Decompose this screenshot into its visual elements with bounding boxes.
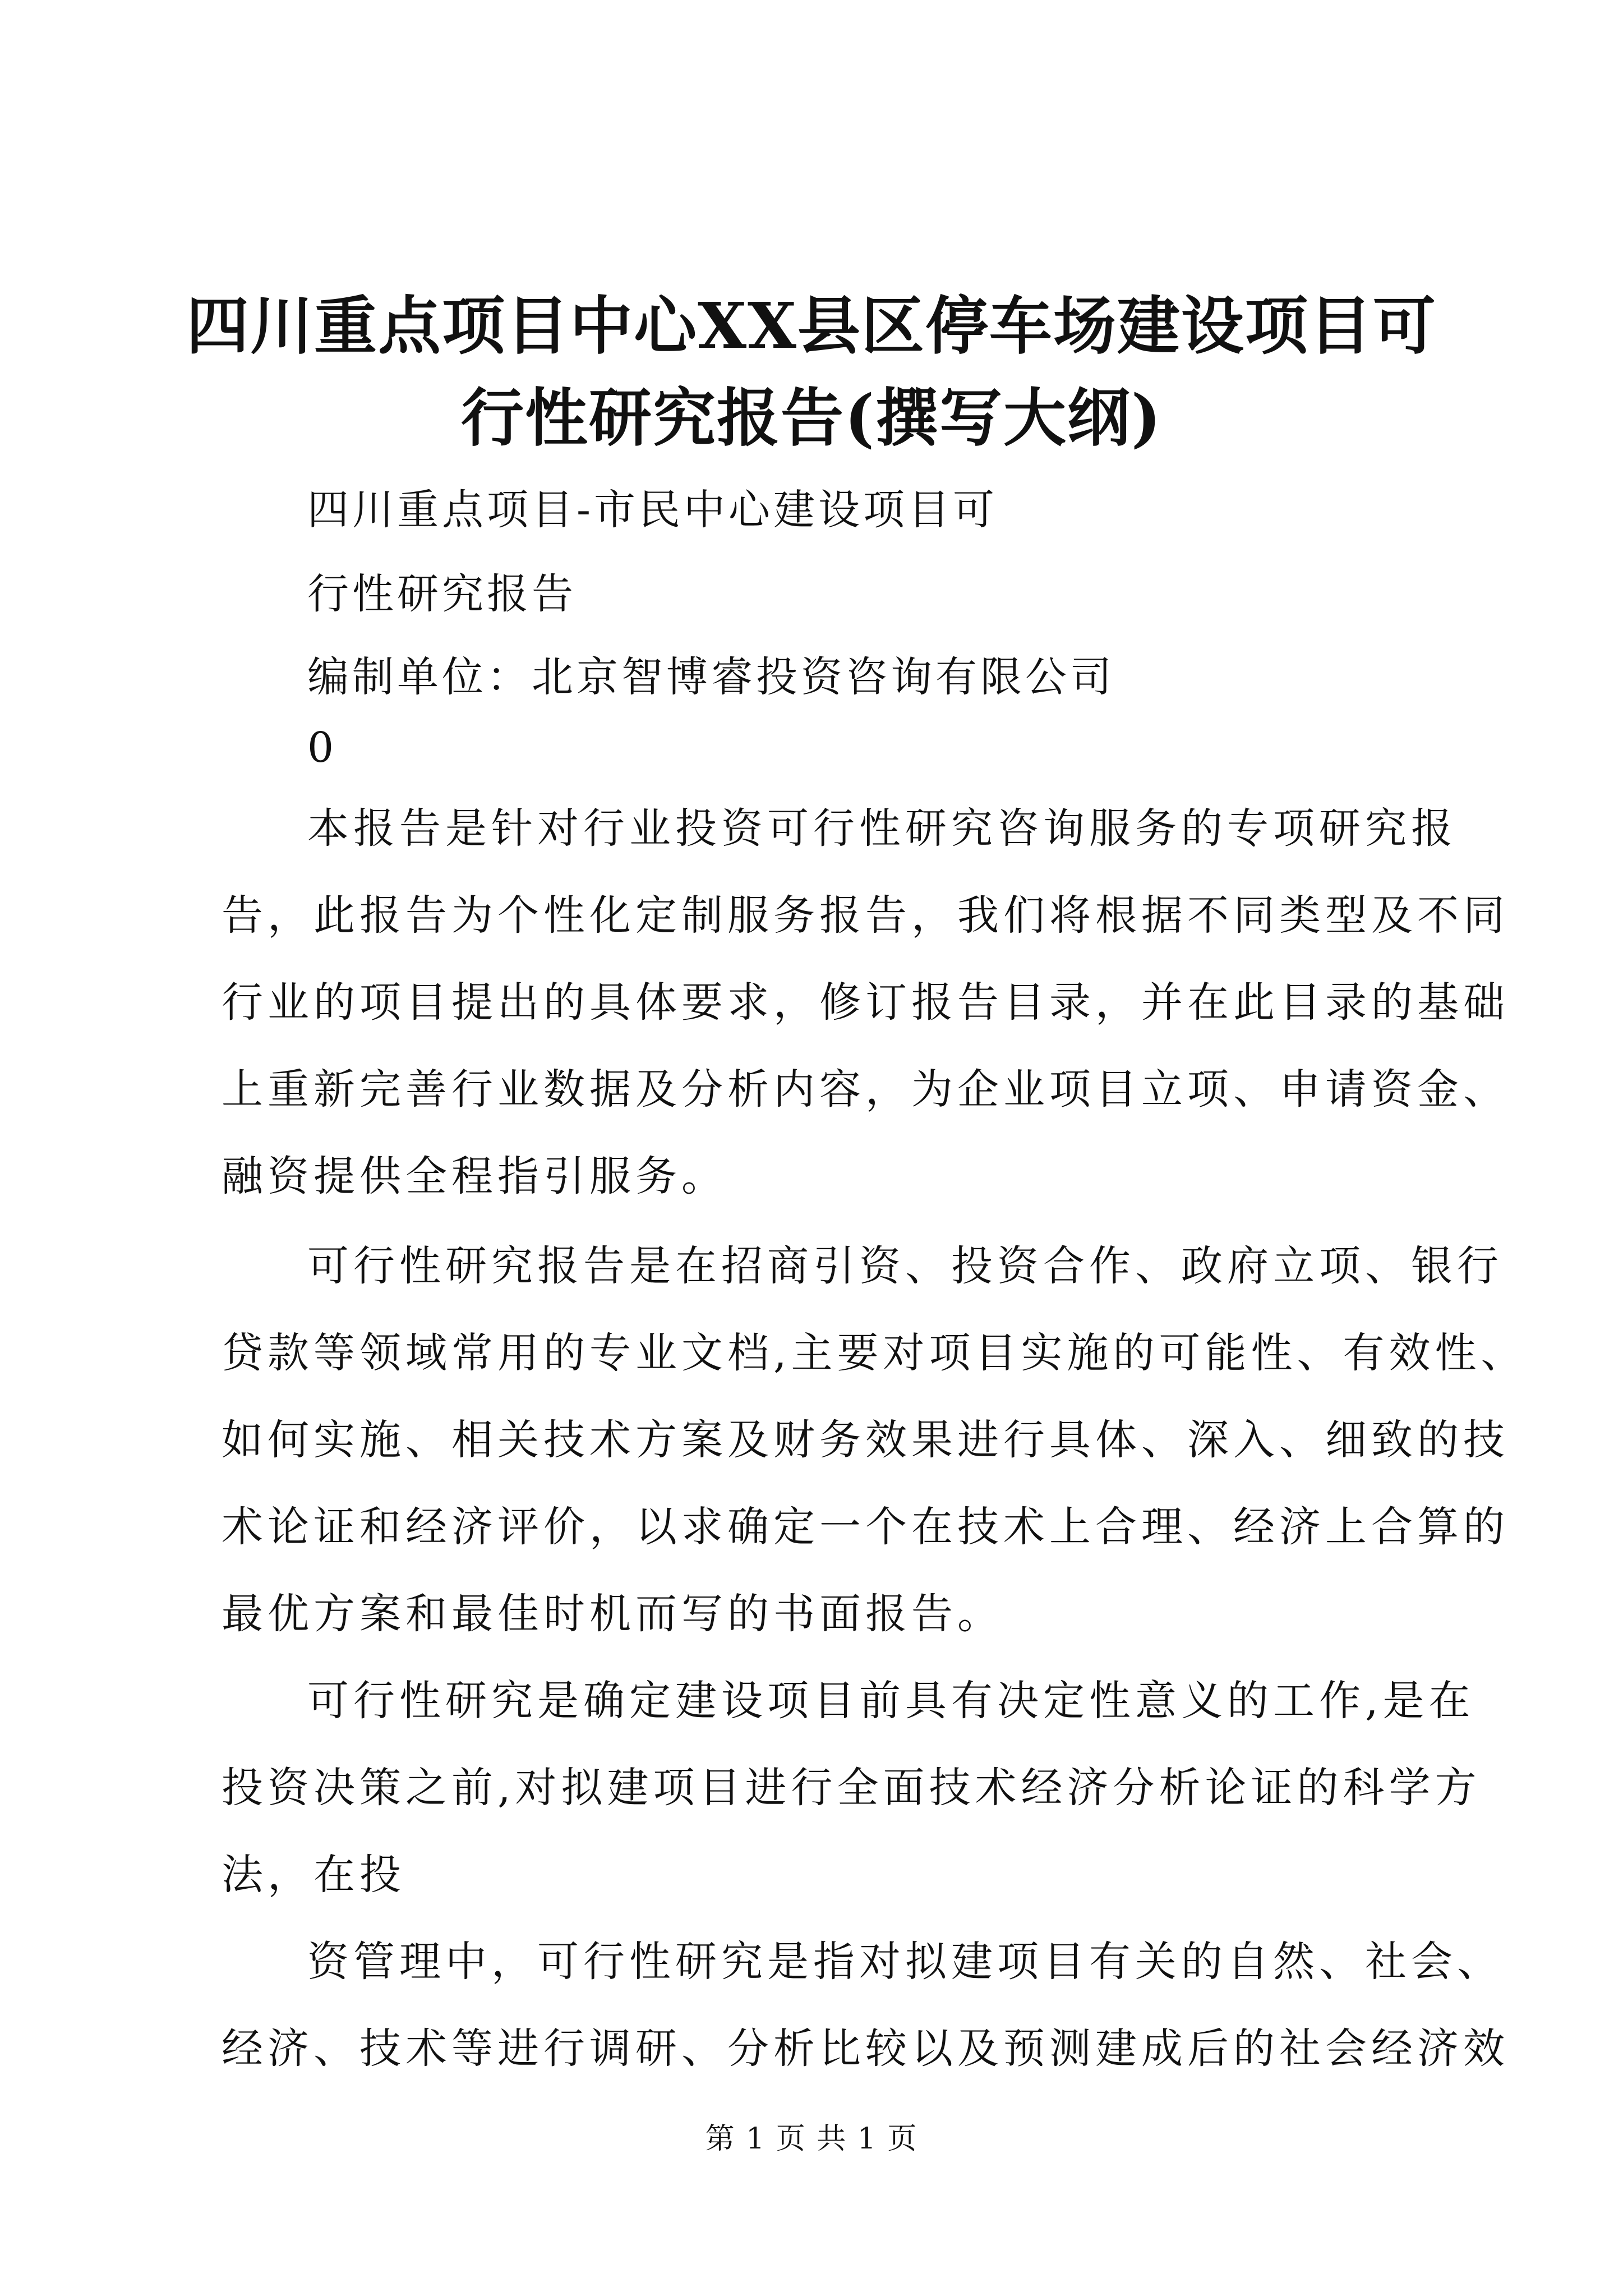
title-line-1: 四川重点项目中心XX县区停车场建设项目可: [186, 289, 1437, 363]
paragraph-line: 如何实施、相关技术方案及财务效果进行具体、深入、细致的技: [222, 1416, 1509, 1464]
paragraph-4: [222, 1918, 1509, 2092]
subtitle-line-2: 行性研究报告: [307, 570, 577, 618]
paragraph-3: [222, 1658, 1481, 1918]
paragraph-2: [222, 1223, 1527, 1658]
paragraph-line: 可行性研究是确定建设项目前具有决定性意义的工作,是在: [307, 1677, 1475, 1725]
paragraph-line: 投资决策之前,对拟建项目进行全面技术经济分析论证的科学方: [222, 1764, 1481, 1812]
paragraph-1: [222, 785, 1509, 1220]
paragraph-line: 法，在投: [222, 1851, 405, 1899]
paragraph-line: 可行性研究报告是在招商引资、投资合作、政府立项、银行: [307, 1242, 1503, 1290]
paragraph-line: 术论证和经济评价，以求确定一个在技术上合理、经济上合算的: [222, 1503, 1509, 1551]
paragraph-line: 上重新完善行业数据及分析内容，为企业项目立项、申请资金、: [222, 1065, 1509, 1114]
page-footer: 第 1 页 共 1 页: [705, 2122, 918, 2156]
compiler-line: 编制单位：北京智博睿投资咨询有限公司: [307, 653, 1115, 701]
paragraph-line: 贷款等领域常用的专业文档,主要对项目实施的可能性、有效性、: [222, 1329, 1527, 1377]
paragraph-line: 经济、技术等进行调研、分析比较以及预测建成后的社会经济效: [222, 2024, 1509, 2073]
paragraph-line: 本报告是针对行业投资可行性研究咨询服务的专项研究报: [307, 804, 1457, 853]
document-title: [185, 280, 1438, 464]
zero-line: 0: [307, 724, 338, 772]
paragraph-line: 融资提供全程指引服务。: [222, 1152, 727, 1200]
title-line-2: 行性研究报告(撰写大纲): [461, 381, 1162, 455]
subtitle-line-1: 四川重点项目-市民中心建设项目可: [307, 486, 998, 534]
paragraph-line: 资管理中，可行性研究是指对拟建项目有关的自然、社会、: [307, 1938, 1503, 1986]
paragraph-line: 最优方案和最佳时机而写的书面报告。: [222, 1590, 1003, 1638]
paragraph-line: 行业的项目提出的具体要求，修订报告目录，并在此目录的基础: [222, 978, 1509, 1027]
paragraph-line: 告，此报告为个性化定制服务报告，我们将根据不同类型及不同: [222, 891, 1509, 940]
